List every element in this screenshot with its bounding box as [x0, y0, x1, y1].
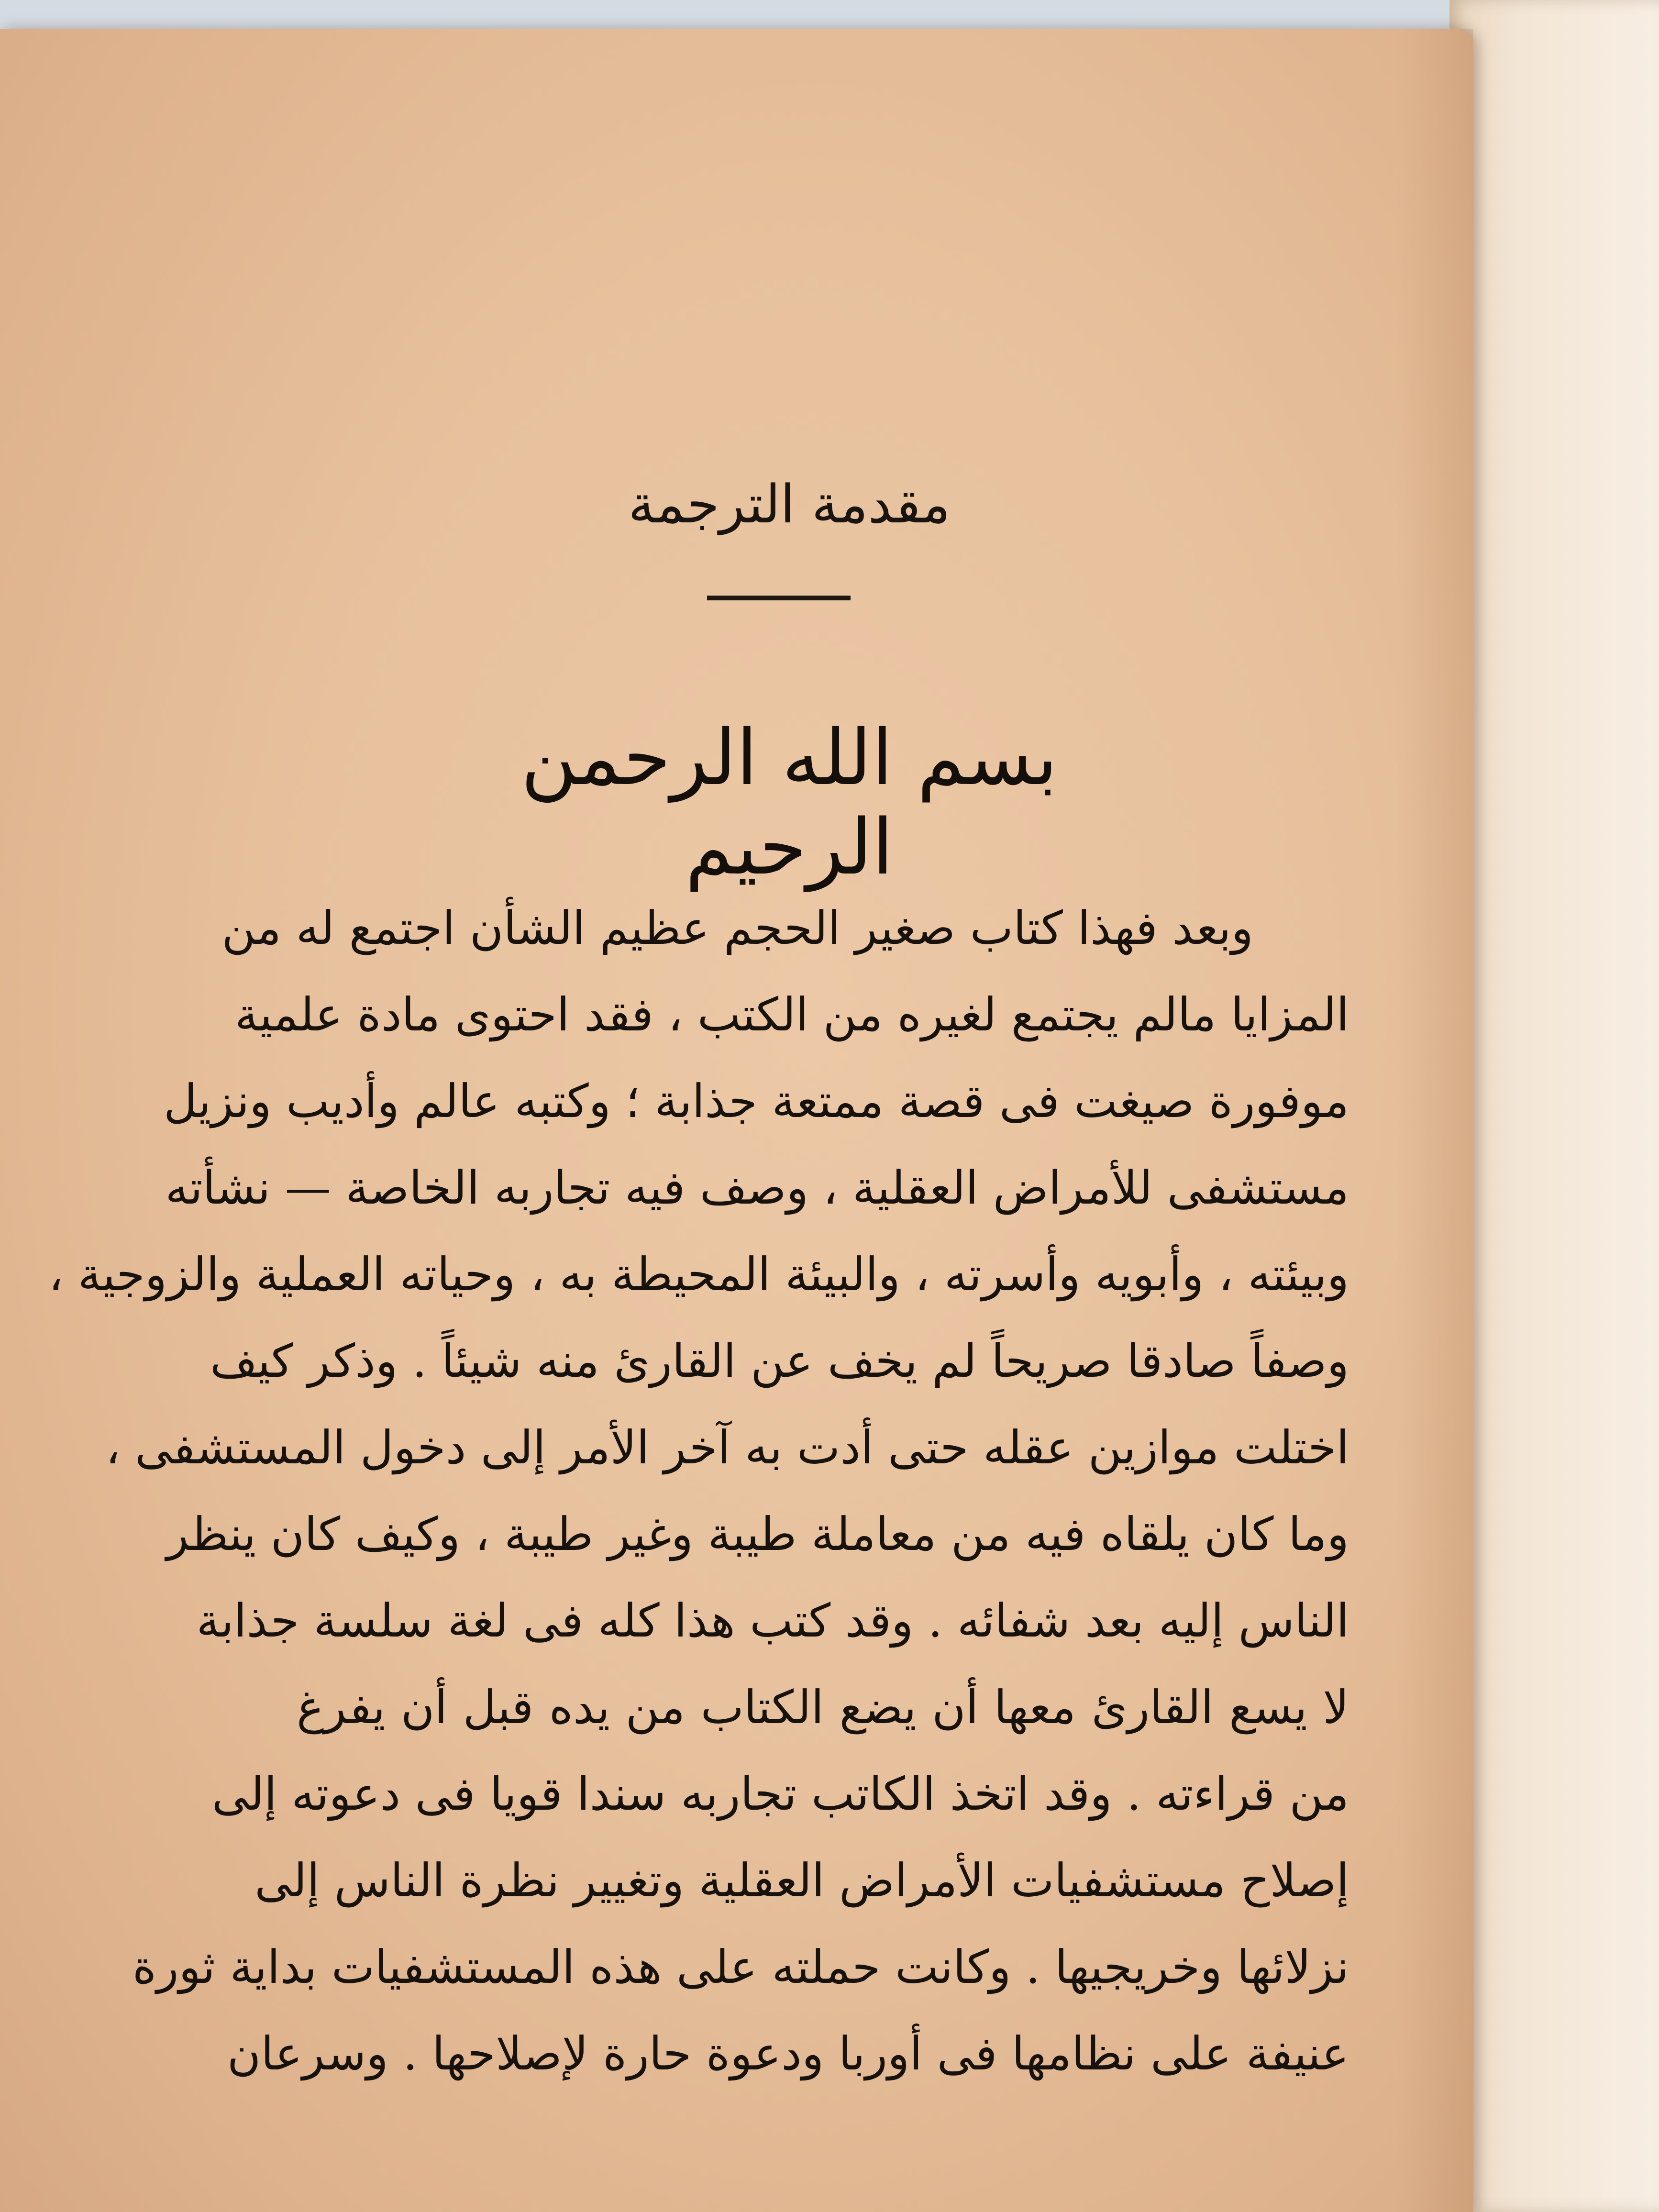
text-line: إصلاح مستشفيات الأمراض العقلية وتغيير نظرة الناس إلى — [254, 1854, 1349, 1907]
text-line: وبعد فهذا كتاب صغير الحجم عظيم الشأن اجتمع له من — [221, 901, 1253, 955]
text-line: وما كان يلقاه فيه من معاملة طيبة وغير طيبة ، وكيف كان ينظر — [166, 1507, 1349, 1561]
body-paragraph — [48, 885, 1349, 2097]
text-line: عنيفة على نظامها فى أوربا ودعوة حارة لإصلاحها . وسرعان — [227, 2027, 1349, 2080]
text-line: موفورة صيغت فى قصة ممتعة جذابة ؛ وكتبه عالم وأديب ونزيل — [163, 1074, 1349, 1128]
text-line: المزايا مالم يجتمع لغيره من الكتب ، فقد احتوى مادة علمية — [235, 988, 1349, 1041]
text-line: من قراءته . وقد اتخذ الكاتب تجاربه سندا قويا فى دعوته إلى — [211, 1767, 1349, 1821]
text-line: الناس إليه بعد شفائه . وقد كتب هذا كله فى لغة سلسة جذابة — [196, 1594, 1349, 1648]
text-line: نزلائها وخريجيها . وكانت حملته على هذه المستشفيات بداية ثورة — [132, 1940, 1349, 1994]
text-line: وصفاً صادقا صريحاً لم يخف عن القارئ منه شيئاً . وذكر كيف — [210, 1334, 1349, 1388]
adjacent-page-edges — [1449, 0, 1659, 2212]
book-page — [0, 29, 1473, 2212]
text-line: مستشفى للأمراض العقلية ، وصف فيه تجاربه الخاصة — نشأته — [165, 1161, 1349, 1215]
text-line: اختلت موازين عقله حتى أدت به آخر الأمر إلى دخول المستشفى ، — [105, 1421, 1349, 1474]
basmala-calligraphy: بسم الله الرحمن الرحيم — [520, 713, 1058, 892]
text-line: وبيئته ، وأبويه وأسرته ، والبيئة المحيطة به ، وحياته العملية والزوجية ، — [48, 1248, 1349, 1301]
heading-divider — [707, 596, 851, 600]
text-line: لا يسع القارئ معها أن يضع الكتاب من يده قبل أن يفرغ — [297, 1681, 1349, 1734]
page-heading: مقدمة الترجمة — [628, 474, 951, 535]
